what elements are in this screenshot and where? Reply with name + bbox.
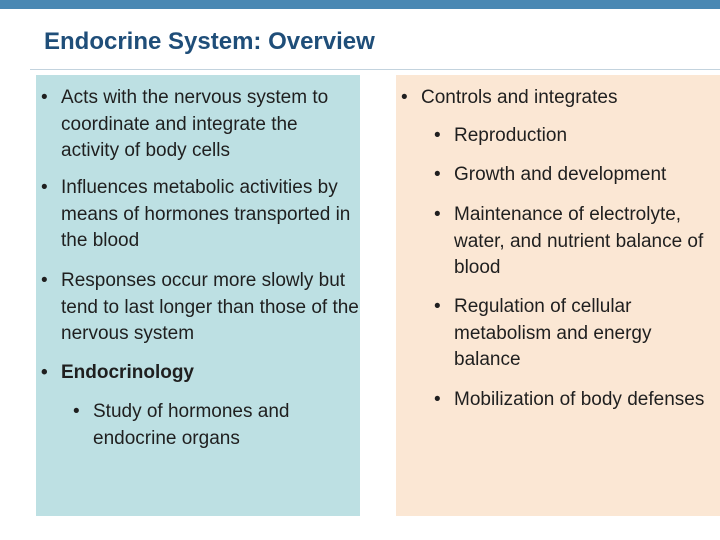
left-content-panel bbox=[36, 75, 360, 516]
bullet-icon: • bbox=[41, 87, 48, 108]
list-item-heading bbox=[36, 360, 360, 387]
list-item-text: Endocrinology bbox=[61, 362, 194, 383]
list-item-text: Acts with the nervous system to coordinate and integrate the activity of body cells bbox=[61, 87, 329, 161]
list-item-text: Regulation of cellular metabolism and energy balance bbox=[454, 296, 652, 370]
bullet-icon: • bbox=[434, 125, 441, 146]
title-divider bbox=[30, 69, 720, 70]
bullet-icon: • bbox=[73, 401, 80, 422]
bullet-icon: • bbox=[41, 177, 48, 198]
list-item bbox=[36, 268, 360, 348]
list-item-heading bbox=[396, 85, 720, 112]
slide-title: Endocrine System: Overview bbox=[44, 28, 375, 55]
bullet-icon: • bbox=[41, 270, 48, 291]
list-item-text: Reproduction bbox=[454, 125, 568, 146]
list-item-text: Growth and development bbox=[454, 164, 667, 185]
bullet-icon: • bbox=[434, 296, 441, 317]
list-item bbox=[36, 175, 360, 255]
top-accent-bar bbox=[0, 0, 720, 9]
bullet-icon: • bbox=[401, 87, 408, 108]
list-item-text: Study of hormones and endocrine organs bbox=[93, 401, 290, 449]
sub-list-item bbox=[432, 123, 720, 150]
list-item-text: Maintenance of electrolyte, water, and nutrient balance of blood bbox=[454, 204, 704, 278]
list-item-text: Mobilization of body defenses bbox=[454, 389, 705, 410]
right-content-panel bbox=[396, 75, 720, 516]
bullet-icon: • bbox=[41, 362, 48, 383]
sub-list-item bbox=[432, 162, 720, 189]
list-item-text: Responses occur more slowly but tend to last longer than those of the nervous system bbox=[61, 270, 359, 344]
sub-list-item bbox=[432, 202, 720, 282]
sub-list-item bbox=[432, 387, 720, 414]
sub-list-item bbox=[432, 294, 720, 374]
list-item-text: Influences metabolic activities by means of hormones transported in the blood bbox=[61, 177, 351, 251]
bullet-icon: • bbox=[434, 389, 441, 410]
sub-list-item bbox=[71, 399, 341, 452]
bullet-icon: • bbox=[434, 204, 441, 225]
list-item bbox=[36, 85, 360, 165]
bullet-icon: • bbox=[434, 164, 441, 185]
list-item-text: Controls and integrates bbox=[421, 87, 618, 108]
